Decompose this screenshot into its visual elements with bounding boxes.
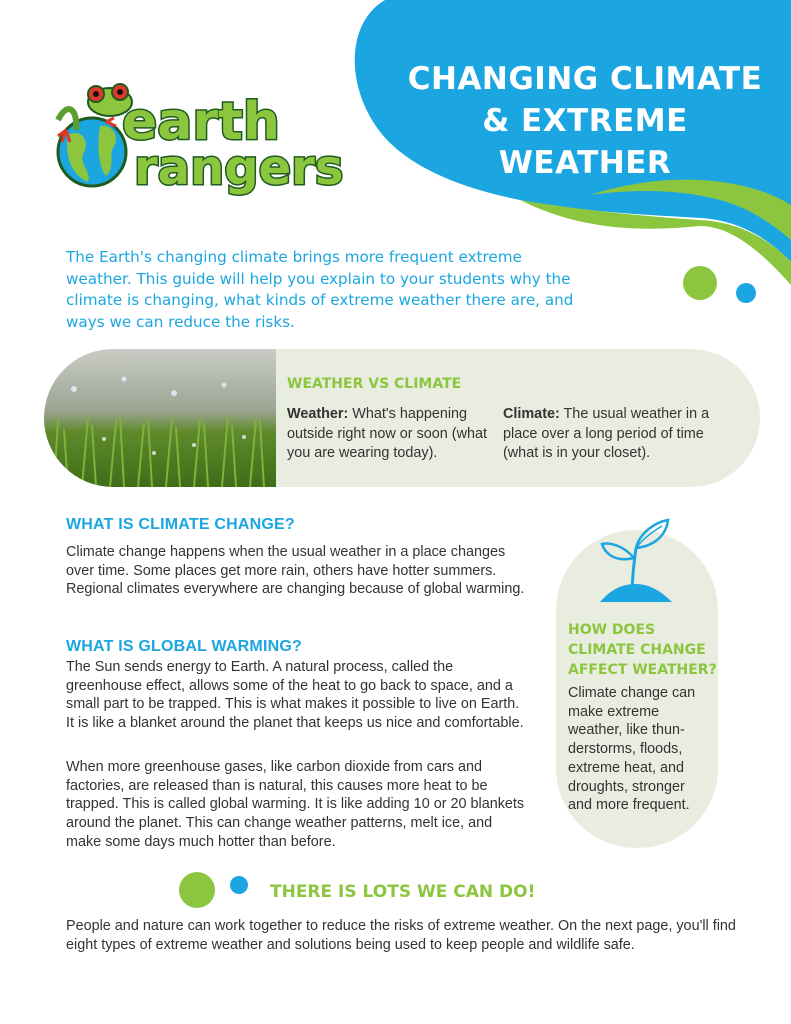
lots-we-can-do-text: People and nature can work together to reduce the risks of extreme weather. On the next page, you'll find eight types of extreme weather and solutions being used to keep people and wildlife safe.	[66, 918, 736, 953]
climate-change-text: Climate change happens when the usual weather in a place changes over time. Some places get more rain, others have hotter summers. Regional climates everywhere are changing because of global warming.	[66, 544, 525, 598]
weather-vs-climate-title: WEATHER VS CLIMATE	[287, 376, 462, 392]
blue-dot-decoration	[230, 876, 248, 894]
weather-definition	[287, 405, 499, 464]
wet-grass-image	[44, 349, 276, 487]
climate-definition	[503, 405, 715, 464]
global-warming-text-1: The Sun sends energy to Earth. A natural process, called the greenhouse effect, allows some of the heat to go back to space, and a small part to be trapped. This is what makes it possible to live on Earth. It is like a blanket around the planet that keeps us nice and comfortable.	[66, 659, 524, 732]
page-title	[395, 58, 775, 184]
climate-change-heading: WHAT IS CLIMATE CHANGE?	[66, 516, 295, 533]
sidebar-title: HOW DOES CLIMATE CHANGE AFFECT WEATHER?	[568, 622, 717, 678]
global-warming-heading: WHAT IS GLOBAL WARMING?	[66, 638, 302, 655]
green-dot-decoration	[683, 266, 717, 300]
weather-text: What's happening outside right now or soon (what you are wearing today).	[287, 406, 487, 461]
climate-text: The usual weather in a place over a long period of time (what is in your closet).	[503, 406, 710, 461]
logo-text-rangers: rangers	[134, 140, 344, 196]
climate-label: Climate:	[503, 406, 560, 422]
lots-we-can-do-heading: THERE IS LOTS WE CAN DO!	[270, 882, 536, 902]
global-warming-text-2: When more greenhouse gases, like carbon dioxide from cars and factories, are released than is natural, this causes more heat to be trapped. This is called global warming. It is like adding 10 or 20 blankets around the planet. This can change weather patterns, melt ice, and make some days much hotter than before.	[66, 759, 525, 850]
weather-label: Weather:	[287, 406, 349, 422]
green-dot-decoration	[179, 872, 215, 908]
intro-text: The Earth's changing climate brings more frequent extreme weather. This guide will help you explain to your students why the climate is changing, what kinds of extreme weather there are, and ways we can reduce the risks.	[66, 248, 574, 331]
blue-dot-decoration	[736, 283, 756, 303]
earth-rangers-logo	[48, 80, 344, 200]
title-line-2: & EXTREME WEATHER	[482, 103, 688, 181]
title-line-1: CHANGING CLIMATE	[407, 61, 763, 97]
sidebar-text: Climate change can make extreme weather, like thun-derstorms, floods, extreme heat, and droughts, stronger and more frequent.	[568, 685, 696, 814]
logo-text-earth: earth	[122, 92, 280, 152]
sprout-icon	[596, 518, 676, 608]
